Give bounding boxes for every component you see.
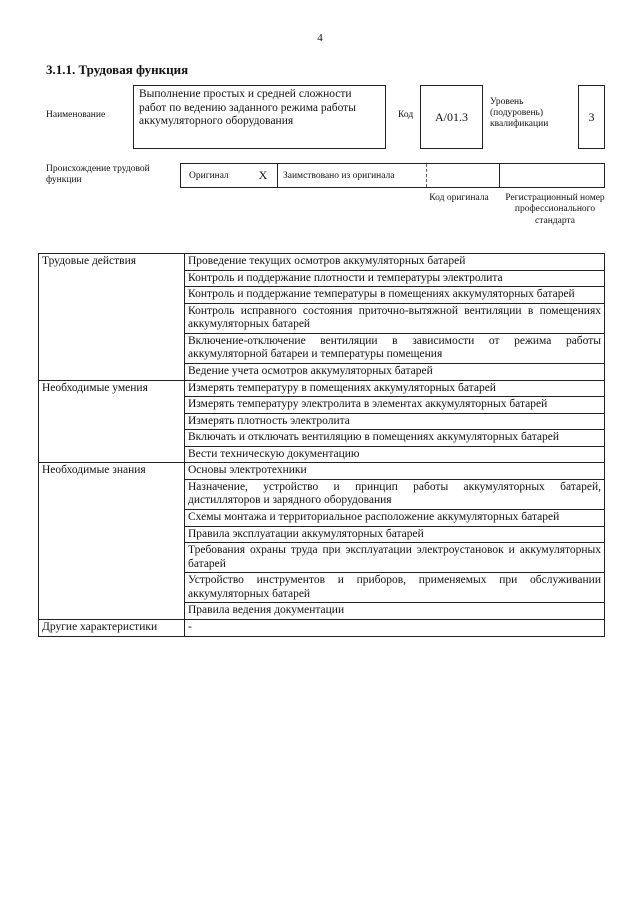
function-name-box: Выполнение простых и средней сложности работ по ведению заданного режима работы аккумуляторного оборудования [133,85,386,149]
origin-divider-code [499,164,500,187]
level-label: Уровень (подуровень) квалификации [490,97,549,129]
requirements-table [38,253,605,637]
requirement-item: Вести техническую документацию [185,446,605,463]
requirement-item: Измерять температуру в помещениях аккумуляторных батарей [185,380,605,397]
requirement-category: Необходимые знания [39,463,185,620]
registration-number-caption: Регистрационный номер профессионального стандарта [505,193,605,226]
function-code-box: A/01.3 [420,85,483,149]
requirement-item: Контроль и поддержание температуры в помещениях аккумуляторных батарей [185,287,605,304]
requirement-category: Трудовые действия [39,254,185,381]
requirement-item: Схемы монтажа и территориальное расположение аккумуляторных батарей [185,510,605,527]
requirement-item: Измерять температуру электролита в элементах аккумуляторных батарей [185,397,605,414]
requirement-item: - [185,619,605,636]
requirement-item: Ведение учета осмотров аккумуляторных батарей [185,363,605,380]
requirement-item: Включать и отключать вентиляцию в помещениях аккумуляторных батарей [185,430,605,447]
qualification-level-box: 3 [578,85,605,149]
requirement-item: Контроль исправного состояния приточно-вытяжной вентиляции в помещениях аккумуляторных батарей [185,303,605,333]
table-row [39,380,605,397]
requirement-item: Контроль и поддержание плотности и температуры электролита [185,270,605,287]
requirement-item: Требования охраны труда при эксплуатации электроустановок и аккумуляторных батарей [185,543,605,573]
requirement-item: Правила ведения документации [185,603,605,620]
origin-divider [277,164,278,187]
table-row [39,463,605,480]
requirement-item: Включение-отключение вентиляции в зависимости от режима работы аккумуляторной батареи и температуры помещения [185,333,605,363]
origin-row [180,163,605,188]
original-label: Оригинал [189,170,229,181]
requirement-item: Измерять плотность электролита [185,413,605,430]
original-mark: X [258,168,268,182]
table-row [39,619,605,636]
page-number: 4 [317,32,323,44]
requirement-category: Необходимые умения [39,380,185,463]
requirement-item: Правила эксплуатации аккумуляторных батарей [185,526,605,543]
requirement-item: Основы электротехники [185,463,605,480]
code-original-caption: Код оригинала [429,193,489,203]
requirement-category: Другие характеристики [39,619,185,636]
requirement-item: Устройство инструментов и приборов, применяемых при обслуживании аккумуляторных батарей [185,573,605,603]
requirement-item: Назначение, устройство и принцип работы аккумуляторных батарей, дистилляторов и зарядного оборудования [185,479,605,509]
origin-label: Происхождение трудовой функции [46,164,150,185]
code-label: Код [398,110,414,120]
requirement-item: Проведение текущих осмотров аккумуляторных батарей [185,254,605,271]
origin-divider-dashed [426,164,427,187]
table-row [39,254,605,271]
borrowed-label: Заимствовано из оригинала [283,170,395,181]
section-title: 3.1.1. Трудовая функция [46,62,189,77]
name-label: Наименование [46,110,106,120]
